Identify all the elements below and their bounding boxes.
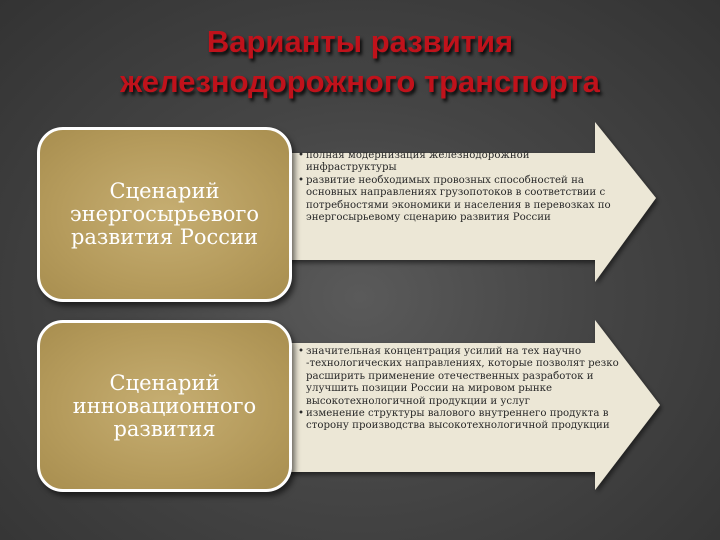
slide-title-line-2: железнодорожного транспорта [120, 64, 600, 99]
scenario-2-bullet: • значительная концентрация усилий на тех научно -технологических направлениях, которые позволят резко расширить применение отечественных разработок и улучшить позиции России на мировом рынке высокотехнологичной продукции и услуг [292, 346, 622, 408]
scenario-1-label [70, 180, 259, 249]
scenario-2-label-line: инновационного [72, 393, 257, 418]
scenario-2-bullet-list [292, 346, 622, 433]
scenario-1-label-line: Сценарий [109, 179, 220, 203]
scenario-2-label-line: Сценарий [109, 370, 220, 395]
scenario-2-label-line: развития [113, 416, 216, 441]
scenario-2-label [73, 372, 256, 441]
slide-title-line-1: Варианты развития [206, 24, 514, 59]
scenario-1-bullet: • полная модернизация железнодорожной инфраструктуры [292, 150, 622, 175]
scenario-2-box [37, 320, 292, 492]
scenario-1-label-line: развития России [70, 225, 259, 249]
scenario-2-bullet: • изменение структуры валового внутреннего продукта в сторону производства высокотехнологичной продукции [292, 408, 622, 433]
scenario-1-box [37, 127, 292, 302]
scenario-1-label-line: энергосырьевого [69, 202, 260, 226]
scenario-1-bullet: • развитие необходимых провозных способностей на основных направлениях грузопотоков в соответствии с потребностями экономики и населения в перевозках по энергосырьевому сценарию развития России [292, 175, 622, 225]
scenario-1-bullet-list [292, 150, 622, 224]
